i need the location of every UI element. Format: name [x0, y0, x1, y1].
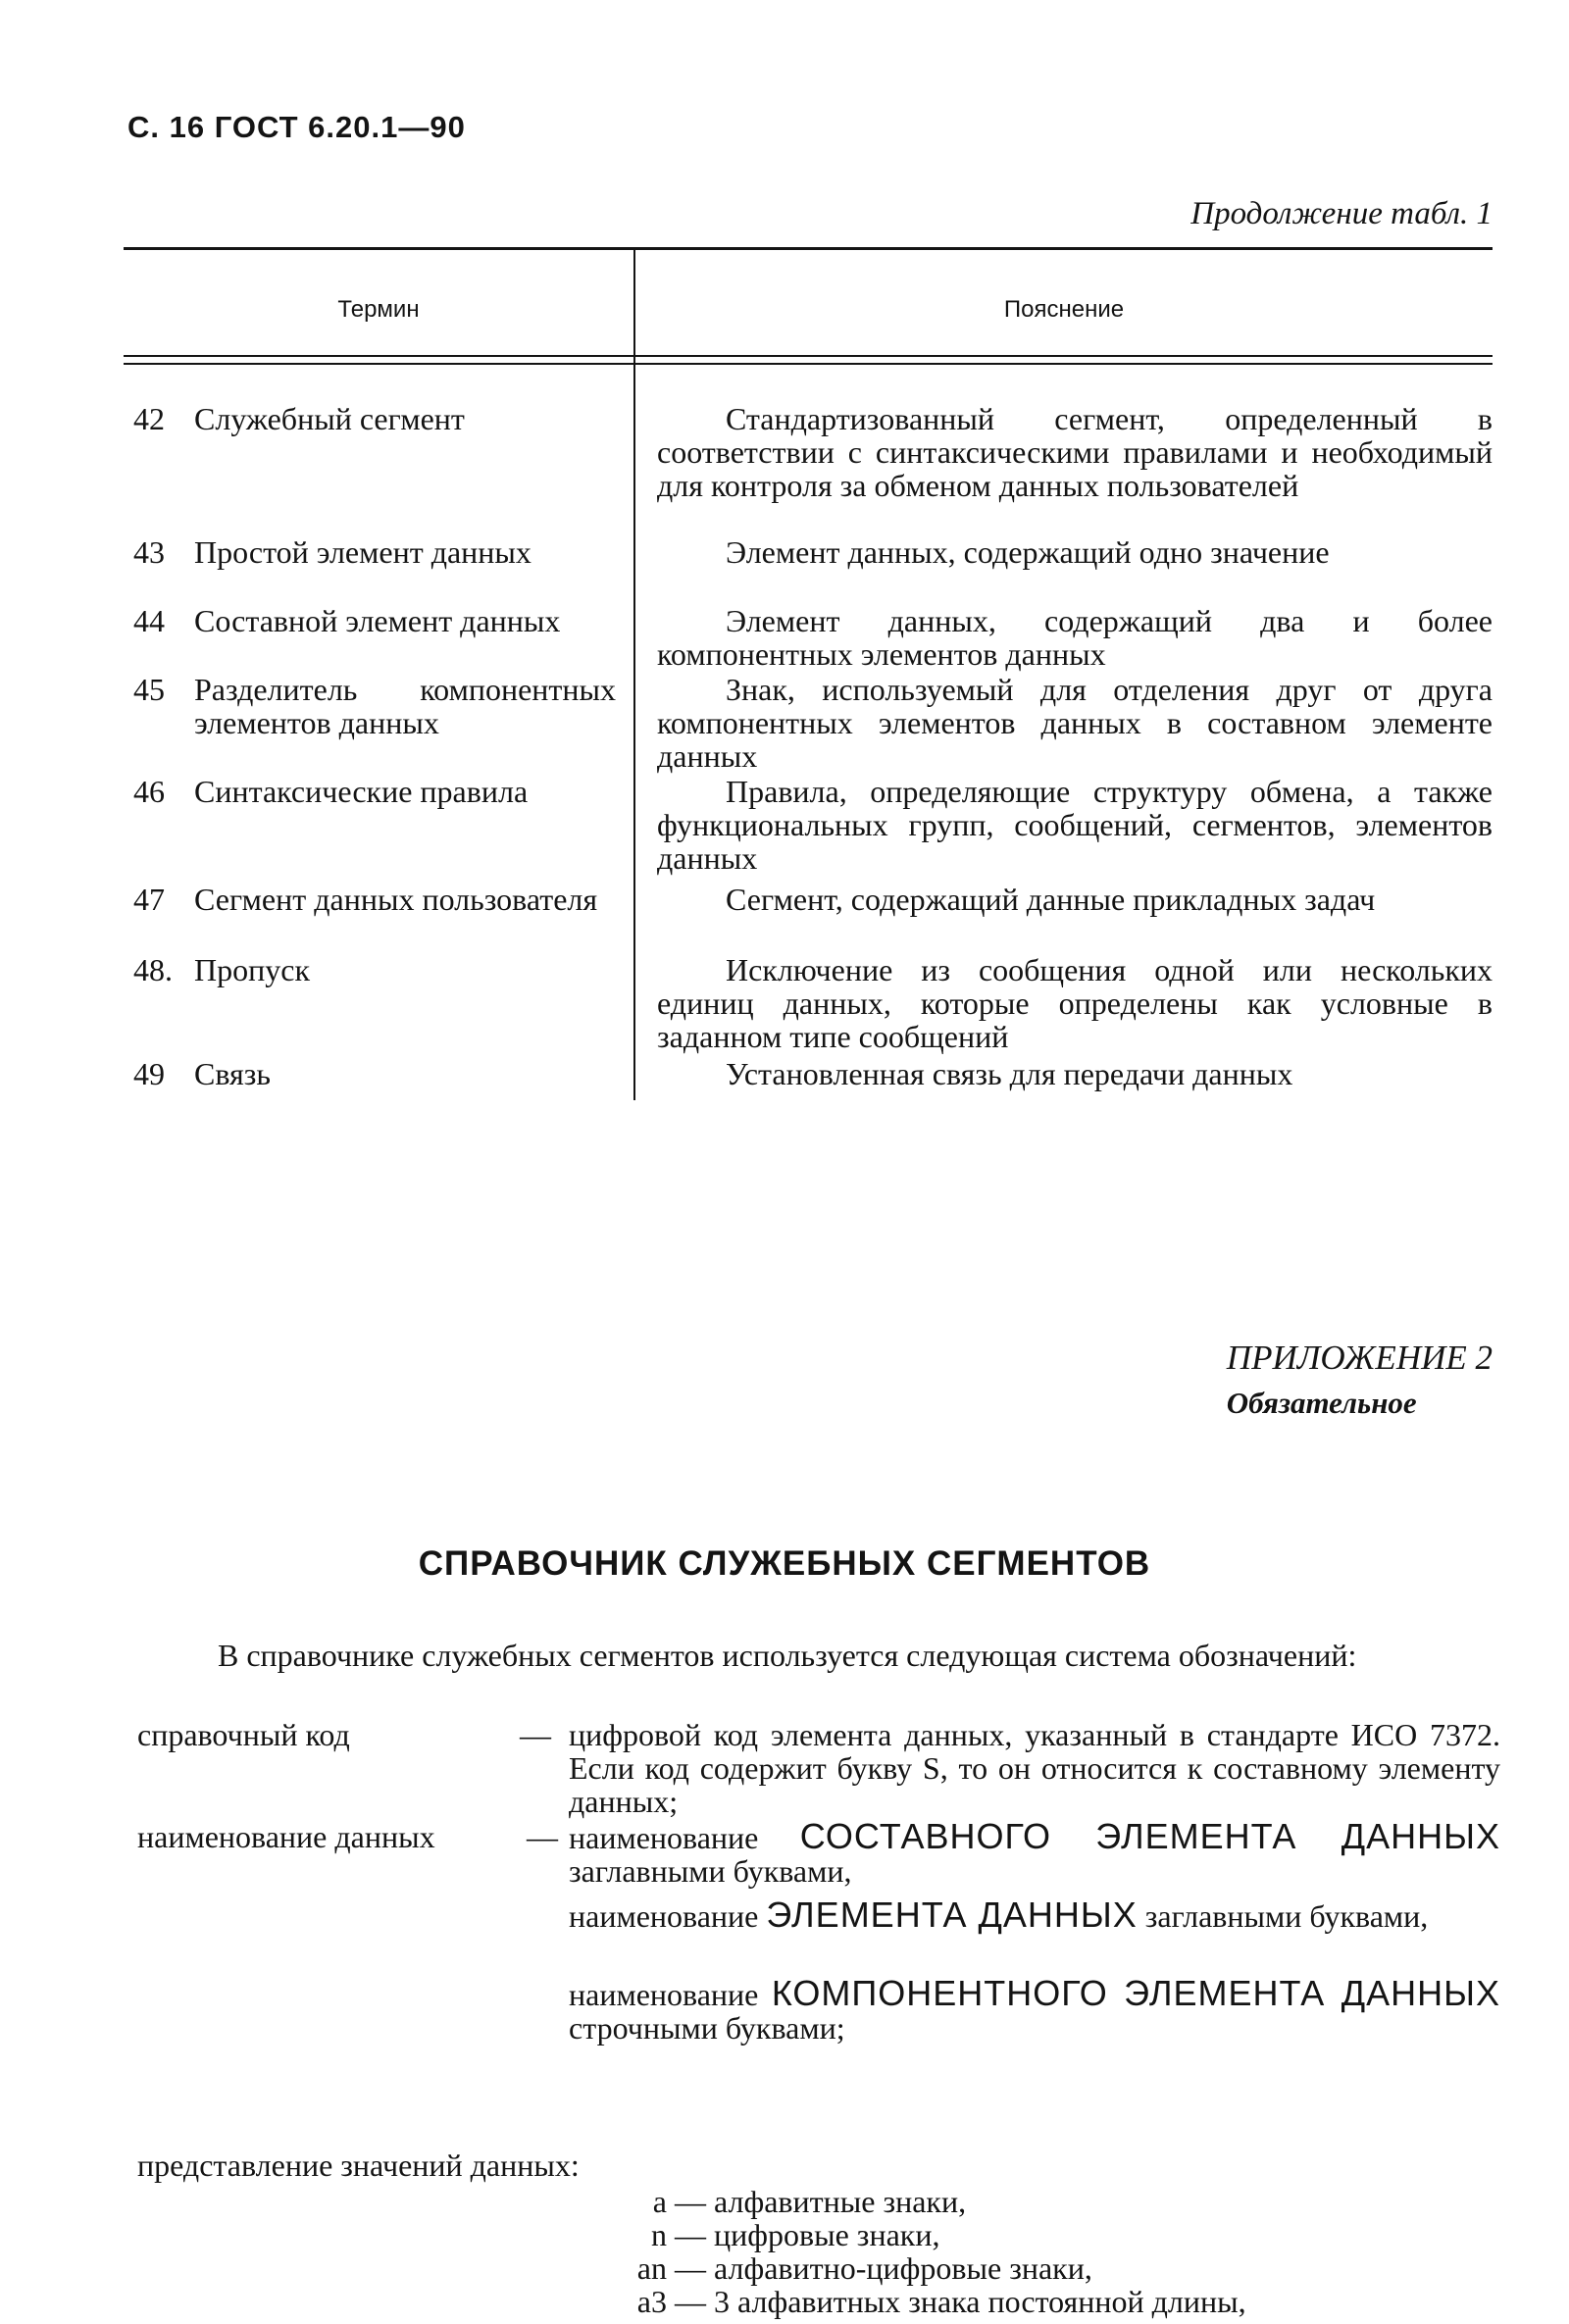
section-title: СПРАВОЧНИК СЛУЖЕБНЫХ СЕГМЕНТОВ	[418, 1544, 1151, 1583]
definition-text: строчными буквами;	[569, 2010, 845, 2046]
row-explanation: Исключение из сообщения одной или нескольких единиц данных, которые определены как условные в заданном типе сообщений	[657, 952, 1493, 1054]
row-term: Составной элемент данных	[194, 603, 561, 638]
row-number: 42	[133, 401, 165, 436]
definition-label: наименование данных	[137, 1819, 435, 1854]
row-number: 43	[133, 534, 165, 570]
appendix-status: Обязательное	[1226, 1386, 1417, 1420]
row-term: Сегмент данных пользователя	[194, 882, 598, 917]
row-term: Разделитель компонентных элементов данных	[194, 672, 616, 740]
representation-text: 3 алфавитных знака постоянной длины,	[714, 2284, 1246, 2319]
definition-text: заглавными буквами,	[1144, 1898, 1429, 1934]
representation-dash: —	[675, 2284, 706, 2319]
row-number: 48.	[133, 952, 173, 987]
intro-paragraph: В справочнике служебных сегментов используется следующая система обозначений:	[218, 1638, 1357, 1673]
terms-table	[124, 247, 1493, 1100]
appendix-title: ПРИЛОЖЕНИЕ 2	[1226, 1339, 1493, 1377]
representation-code: n	[651, 2217, 667, 2252]
row-term: Связь	[194, 1056, 271, 1091]
definition-caps-text: КОМПОНЕНТНОГО ЭЛЕМЕНТА ДАННЫХ	[771, 1973, 1500, 2013]
definition-text: наименование	[569, 1977, 759, 2012]
representation-code: a	[652, 2184, 667, 2219]
representation-item	[569, 2285, 1246, 2318]
header-divider-rule	[124, 355, 1493, 357]
row-explanation: Правила, определяющие структуру обмена, а также функциональных групп, сообщений, сегментов, элементов данных	[657, 774, 1493, 876]
definition-ref-code	[137, 1718, 1500, 1826]
representation-dash: —	[675, 2184, 706, 2219]
row-explanation: Элемент данных, содержащий одно значение	[726, 534, 1330, 570]
definition-dash: —	[520, 1717, 551, 1752]
definition-value	[569, 1973, 1500, 2046]
row-explanation: Знак, используемый для отделения друг от друга компонентных элементов данных в составном элементе данных	[657, 672, 1493, 774]
definition-text: наименование	[569, 1820, 759, 1855]
row-explanation: Элемент данных, содержащий два и более компонентных элементов данных	[657, 603, 1493, 672]
representation-item	[569, 2251, 1092, 2285]
row-explanation: Сегмент, содержащий данные прикладных задач	[726, 882, 1376, 917]
header-divider-rule	[124, 363, 1493, 365]
table-top-rule	[124, 247, 1493, 250]
row-number: 45	[133, 672, 165, 707]
row-explanation: Стандартизованный сегмент, определенный в соответствии с синтаксическими правилами и необходимый для контроля за обменом данных пользователей	[657, 401, 1493, 503]
representation-code: a3	[636, 2284, 667, 2319]
row-number: 47	[133, 882, 165, 917]
representation-dash: —	[675, 2250, 706, 2286]
row-term: Синтаксические правила	[194, 774, 529, 809]
row-term: Служебный сегмент	[194, 401, 465, 436]
definition-dash: —	[527, 1819, 558, 1854]
column-header-explanation: Пояснение	[1003, 296, 1125, 323]
definition-value	[569, 1895, 1500, 1935]
table-continuation-label: Продолжение табл. 1	[1190, 196, 1493, 231]
definition-data-name	[137, 1816, 1501, 2055]
definition-text: заглавными буквами,	[569, 1853, 852, 1889]
representation-label: представление значений данных:	[137, 2147, 580, 2183]
definition-value: цифровой код элемента данных, указанный в стандарте ИСО 7372. Если код содержит букву S, то он относится к составному элементу данных;	[569, 1717, 1500, 1819]
definition-caps-text: ЭЛЕМЕНТА ДАННЫХ	[766, 1895, 1138, 1935]
representation-text: алфавитные знаки,	[714, 2184, 967, 2219]
row-term: Простой элемент данных	[194, 534, 531, 570]
row-term: Пропуск	[194, 952, 310, 987]
definition-value	[569, 1816, 1501, 1889]
definition-text: наименование	[569, 1898, 759, 1934]
page-header: С. 16 ГОСТ 6.20.1—90	[127, 110, 466, 144]
definition-label: справочный код	[137, 1717, 350, 1752]
row-number: 46	[133, 774, 165, 809]
representation-code: an	[636, 2250, 667, 2286]
column-header-term: Термин	[337, 296, 420, 323]
representation-dash: —	[675, 2217, 706, 2252]
representation-item	[569, 2218, 939, 2251]
row-explanation: Установленная связь для передачи данных	[726, 1056, 1293, 1091]
row-number: 44	[133, 603, 165, 638]
row-number: 49	[133, 1056, 165, 1091]
definition-caps-text: СОСТАВНОГО ЭЛЕМЕНТА ДАННЫХ	[799, 1816, 1501, 1856]
representation-item	[569, 2185, 966, 2218]
representation-text: алфавитно-цифровые знаки,	[714, 2250, 1092, 2286]
column-divider	[633, 247, 635, 1100]
appendix-heading	[1227, 1336, 1493, 1426]
representation-text: цифровые знаки,	[714, 2217, 940, 2252]
